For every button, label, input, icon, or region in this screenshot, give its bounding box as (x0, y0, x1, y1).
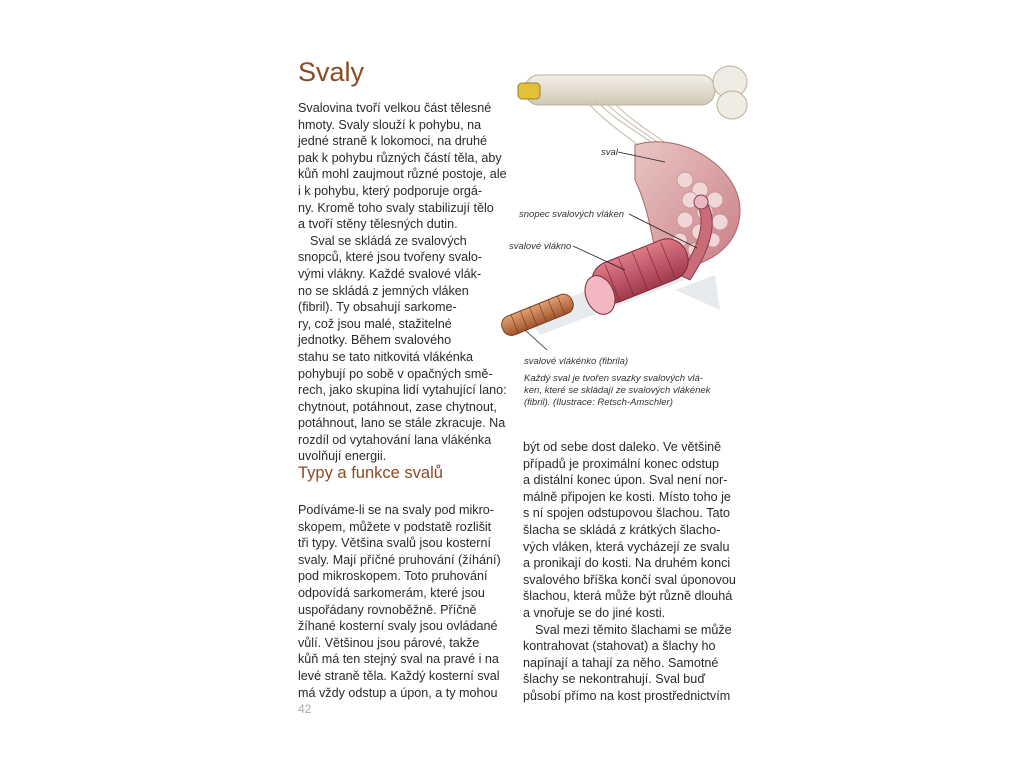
bone (518, 66, 747, 119)
page-number: 42 (298, 702, 312, 716)
paragraph: Podíváme-li se na svaly pod mikro- skopem, můžete v podstatě rozlišit tři typy. Většina svalů jsou kosterní svaly. Mají příčné pruhování (žíhání) pod mikroskopem. Toto pruhování odpovídá sarkomerám, které jsou uspořádany rovnoběžně. Příčně žíhané kosterní svaly jsou ovládané vůlí. Většinou jsou párové, takže kůň má ten stejný sval na pravé i na levé straně těla. Každý kosterní sval má vždy odstup a úpon, a ty mohou (298, 503, 501, 700)
intro-text-column (298, 100, 508, 465)
page-title: Svaly (298, 57, 365, 87)
paragraph: být od sebe dost daleko. Ve většině případů je proximální konec odstup a distální konec úpon. Sval není nor- málně připojen ke kosti. Místo toho je s ní spojen odstupovou šlachou. Tato šlacha se skládá z krátkých šlacho- vých vláken, která vycházejí ze svalu a pronikají do kosti. Na druhém konci svalového bříška končí sval úponovou šlachou, která může být různě dlouhá a vnořuje se do jiné kosti. (523, 440, 736, 620)
paragraph: Svalovina tvoří velkou část tělesné hmoty. Svaly slouží k pohybu, na jedné straně k lokomoci, na druhé pak k pohybu různých částí těla, aby kůň mohl zaujmout různé postoje, ale i k pohybu, který podporuje orgá- ny. Kromě toho svaly stabilizují tělo a tvoří stěny tělesných dutin. (298, 101, 507, 232)
figure-caption: Každý sval je tvořen svazky svalových vlá- ken, které se skládají ze svalových vlákének (fibril). (Ilustrace: Retsch-Amschler) (524, 373, 711, 409)
right-text-column (523, 439, 749, 705)
label-muscle-fiber: svalové vlákno (509, 241, 572, 252)
label-muscle: sval (601, 147, 618, 158)
label-fibril: svalové vlákénko (fibrila) (524, 356, 629, 367)
left-text-column (298, 502, 506, 701)
muscle-fiber (580, 233, 695, 319)
paragraph: Sval se skládá ze svalových snopců, které jsou tvořeny svalo- vými vlákny. Každé svalové vlák- no se skládá z jemných vláken (fibril). Ty obsahují sarkome- ry, což jsou malé, stažitelné jednotky. Během svalového stahu se tato nitkovitá vlákénka pohybují po sobě v opačných smě- rech, jako skupina lidí vytahující lano: chytnout, potáhnout, zase chytnout, potáhnout, lano se stále zkracuje. Na rozdíl od vytahování lana vlákénka uvolňují energii. (298, 233, 507, 464)
section-heading: Typy a funkce svalů (298, 464, 443, 482)
label-fascicle: snopec svalových vláken (519, 209, 625, 220)
paragraph: Sval mezi těmito šlachami se může kontrahovat (stahovat) a šlachy ho napínají a tahají za něho. Samotné šlachy se nekontrahují. Sval buď působí přímo na kost prostřednictvím (523, 622, 732, 703)
